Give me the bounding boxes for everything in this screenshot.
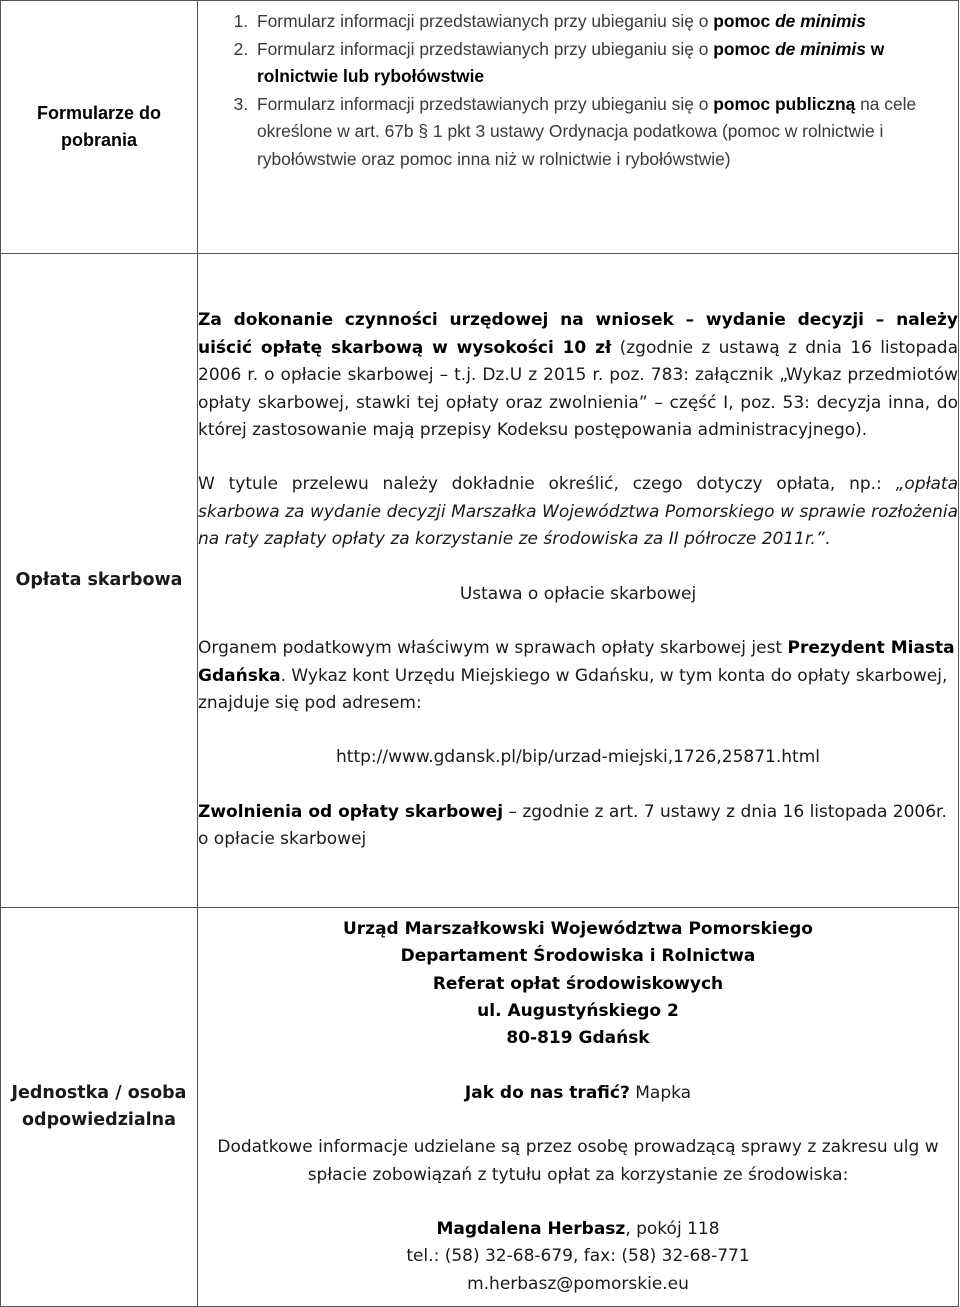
fee-row [1,254,959,908]
law-link[interactable]: Ustawa o opłacie skarbowej [459,583,697,604]
contact-room: , pokój 118 [625,1219,720,1240]
office-line: ul. Augustyńskiego 2 [477,1000,679,1021]
unit-cell [198,908,959,1307]
form-link-item[interactable]: 3. Formularz informacji przedstawianych przy ubieganiu się o pomoc publiczną na cele określone w art. 67b § 1 pkt 3 ustawy Ordynacja podatkowa (pomoc w rolnictwie i rybołówstwie oraz pomoc inna niż w rolnictwie i rybołówstwie) [253,91,958,174]
fee-cell [198,254,959,908]
accounts-url-link[interactable]: http://www.gdansk.pl/bip/urzad-miejski,1726,25871.html [336,747,820,768]
forms-label: Formularze do pobrania [1,1,198,254]
fee-label: Opłata skarbowa [1,254,198,908]
contact-name: Magdalena Herbasz [436,1219,626,1240]
forms-cell [198,1,959,254]
forms-list [198,8,958,174]
tax-authority-paragraph: Organem podatkowym właściwym w sprawach opłaty skarbowej jest Prezydent Miasta Gdańska. Wykaz kont Urzędu Miejskiego w Gdańsku, w tym konta do opłaty skarbowej, znajduje się pod adresem: [198,638,955,713]
office-line: 80-819 Gdańsk [506,1028,650,1049]
form-link-item[interactable]: 1. Formularz informacji przedstawianych przy ubieganiu się o pomoc de minimis [253,8,958,36]
forms-row [1,1,959,254]
unit-label: Jednostka / osoba odpowiedzialna [1,908,198,1307]
contact-phone: tel.: (58) 32-68-679, fax: (58) 32-68-771 [406,1246,750,1267]
map-link[interactable]: Mapka [635,1082,692,1103]
office-line: Departament Środowiska i Rolnictwa [400,946,756,967]
additional-info: Dodatkowe informacje udzielane są przez osobę prowadzącą sprawy z zakresu ulg w spłacie zobowiązań z tytułu opłat za korzystanie ze środowiska: [217,1137,939,1185]
contact-email-link[interactable]: m.herbasz@pomorskie.eu [467,1273,689,1294]
form-link-item[interactable]: 2. Formularz informacji przedstawianych przy ubieganiu się o pomoc de minimis w rolnictwie lub rybołówstwie [253,36,958,91]
office-line: Referat opłat środowiskowych [432,973,724,994]
how-to-reach: Jak do nas trafić? [464,1082,630,1103]
transfer-title-paragraph: W tytule przelewu należy dokładnie określić, czego dotyczy opłata, np.: „opłata skarbowa za wydanie decyzji Marszałka Województwa Pomorskiego w sprawie rozłożenia na raty zapłaty opłaty za korzystanie ze środowiska za II półrocze 2011r.”. [198,474,958,550]
exemptions-paragraph: Zwolnienia od opłaty skarbowej – zgodnie z art. 7 ustawy z dnia 16 listopada 2006r. o opłacie skarbowej [198,801,947,850]
office-line: Urząd Marszałkowski Województwa Pomorskiego [342,918,813,939]
unit-row [1,908,959,1307]
fee-paragraph: Za dokonanie czynności urzędowej na wniosek – wydanie decyzji – należy uiścić opłatę skarbową w wysokości 10 zł (zgodnie z ustawą z dnia 16 listopada 2006 r. o opłacie skarbowej – t.j. Dz.U z 2015 r. poz. 783: załącznik „Wykaz przedmiotów opłaty skarbowej, stawki tej opłaty oraz zwolnienia” – część I, poz. 53: decyzja inna, do której zastosowanie mają przepisy Kodeksu postępowania administracyjnego). [198,310,958,441]
